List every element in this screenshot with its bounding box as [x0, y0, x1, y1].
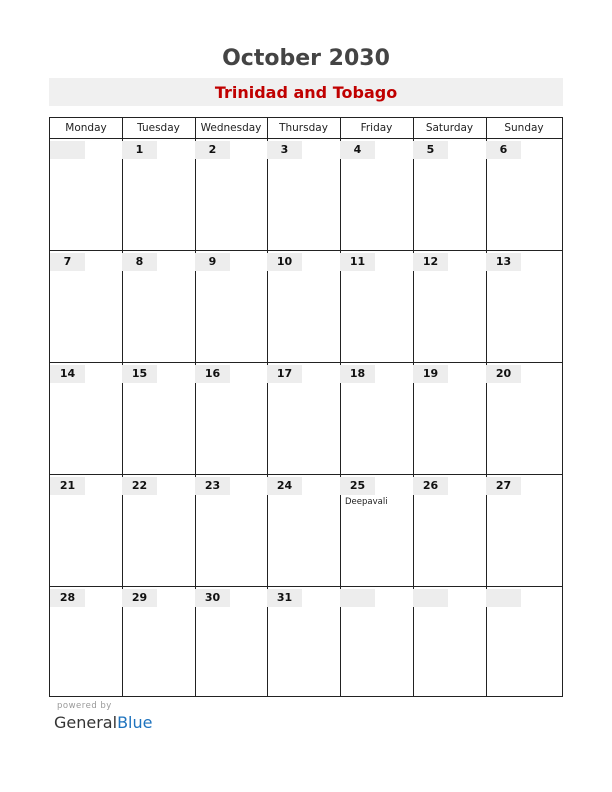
day-cell[interactable]: [195, 139, 267, 250]
day-number: 29: [122, 589, 157, 607]
day-cell[interactable]: [195, 475, 267, 586]
day-number: [413, 589, 448, 607]
page-title: October 2030: [222, 46, 390, 71]
day-cell[interactable]: [267, 587, 340, 696]
day-cell[interactable]: [486, 251, 562, 362]
day-number: [340, 589, 375, 607]
day-cell[interactable]: [195, 251, 267, 362]
day-number: 1: [122, 141, 157, 159]
weekday-header-thursday: Thursday: [279, 122, 328, 134]
powered-by-label: powered by: [57, 701, 112, 711]
day-cell[interactable]: [267, 139, 340, 250]
day-cell[interactable]: [122, 251, 195, 362]
day-number: 22: [122, 477, 157, 495]
day-number: 16: [195, 365, 230, 383]
day-cell[interactable]: [413, 587, 486, 696]
day-cell[interactable]: [122, 587, 195, 696]
day-number: 21: [50, 477, 85, 495]
day-cell[interactable]: [486, 139, 562, 250]
day-number: 24: [267, 477, 302, 495]
day-number: 23: [195, 477, 230, 495]
day-cell[interactable]: [122, 363, 195, 474]
day-number: 19: [413, 365, 448, 383]
brand-blue: Blue: [117, 713, 153, 732]
day-number: 31: [267, 589, 302, 607]
day-number: 10: [267, 253, 302, 271]
day-cell[interactable]: [340, 139, 413, 250]
day-cell[interactable]: [267, 475, 340, 586]
day-number: 3: [267, 141, 302, 159]
day-cell[interactable]: [122, 475, 195, 586]
day-number: 2: [195, 141, 230, 159]
day-cell[interactable]: [50, 251, 122, 362]
day-cell[interactable]: [413, 475, 486, 586]
day-cell[interactable]: [195, 363, 267, 474]
day-number: 4: [340, 141, 375, 159]
day-cell[interactable]: [340, 475, 413, 586]
day-number: 17: [267, 365, 302, 383]
day-number: 25: [340, 477, 375, 495]
weekday-header-sunday: Sunday: [504, 122, 544, 134]
country-banner: [49, 78, 563, 106]
weekday-header-friday: Friday: [360, 122, 393, 134]
day-number: 13: [486, 253, 521, 271]
day-number: 9: [195, 253, 230, 271]
brand-logo[interactable]: [54, 713, 152, 732]
day-cell[interactable]: [50, 475, 122, 586]
weekday-header-saturday: Saturday: [425, 122, 474, 134]
day-cell[interactable]: [486, 363, 562, 474]
weekday-header-wednesday: Wednesday: [200, 122, 262, 134]
day-cell[interactable]: [340, 251, 413, 362]
day-number: 14: [50, 365, 85, 383]
day-number: 26: [413, 477, 448, 495]
day-cell[interactable]: [486, 475, 562, 586]
brand-general: General: [54, 713, 118, 732]
day-number: 15: [122, 365, 157, 383]
day-cell[interactable]: [486, 587, 562, 696]
day-cell[interactable]: [122, 139, 195, 250]
day-cell[interactable]: [267, 251, 340, 362]
day-cell[interactable]: [195, 587, 267, 696]
day-number: 28: [50, 589, 85, 607]
holiday-label: Deepavali: [345, 497, 388, 507]
country-name: Trinidad and Tobago: [214, 83, 398, 102]
day-cell[interactable]: [50, 139, 122, 250]
day-number: 20: [486, 365, 521, 383]
day-cell[interactable]: [340, 363, 413, 474]
day-number: 5: [413, 141, 448, 159]
day-cell[interactable]: [413, 251, 486, 362]
day-number: 27: [486, 477, 521, 495]
day-number: [486, 589, 521, 607]
weekday-header-tuesday: Tuesday: [137, 122, 180, 134]
day-number: 18: [340, 365, 375, 383]
day-cell[interactable]: [267, 363, 340, 474]
day-number: 8: [122, 253, 157, 271]
day-cell[interactable]: [340, 587, 413, 696]
day-cell[interactable]: [413, 139, 486, 250]
calendar-grid: [49, 117, 563, 697]
day-number: 11: [340, 253, 375, 271]
weekday-header-monday: Monday: [65, 122, 107, 134]
day-cell[interactable]: [50, 587, 122, 696]
day-cell[interactable]: [50, 363, 122, 474]
day-number: 7: [50, 253, 85, 271]
day-number: 6: [486, 141, 521, 159]
day-cell[interactable]: [413, 363, 486, 474]
day-number: 12: [413, 253, 448, 271]
day-number: [50, 141, 85, 159]
day-number: 30: [195, 589, 230, 607]
